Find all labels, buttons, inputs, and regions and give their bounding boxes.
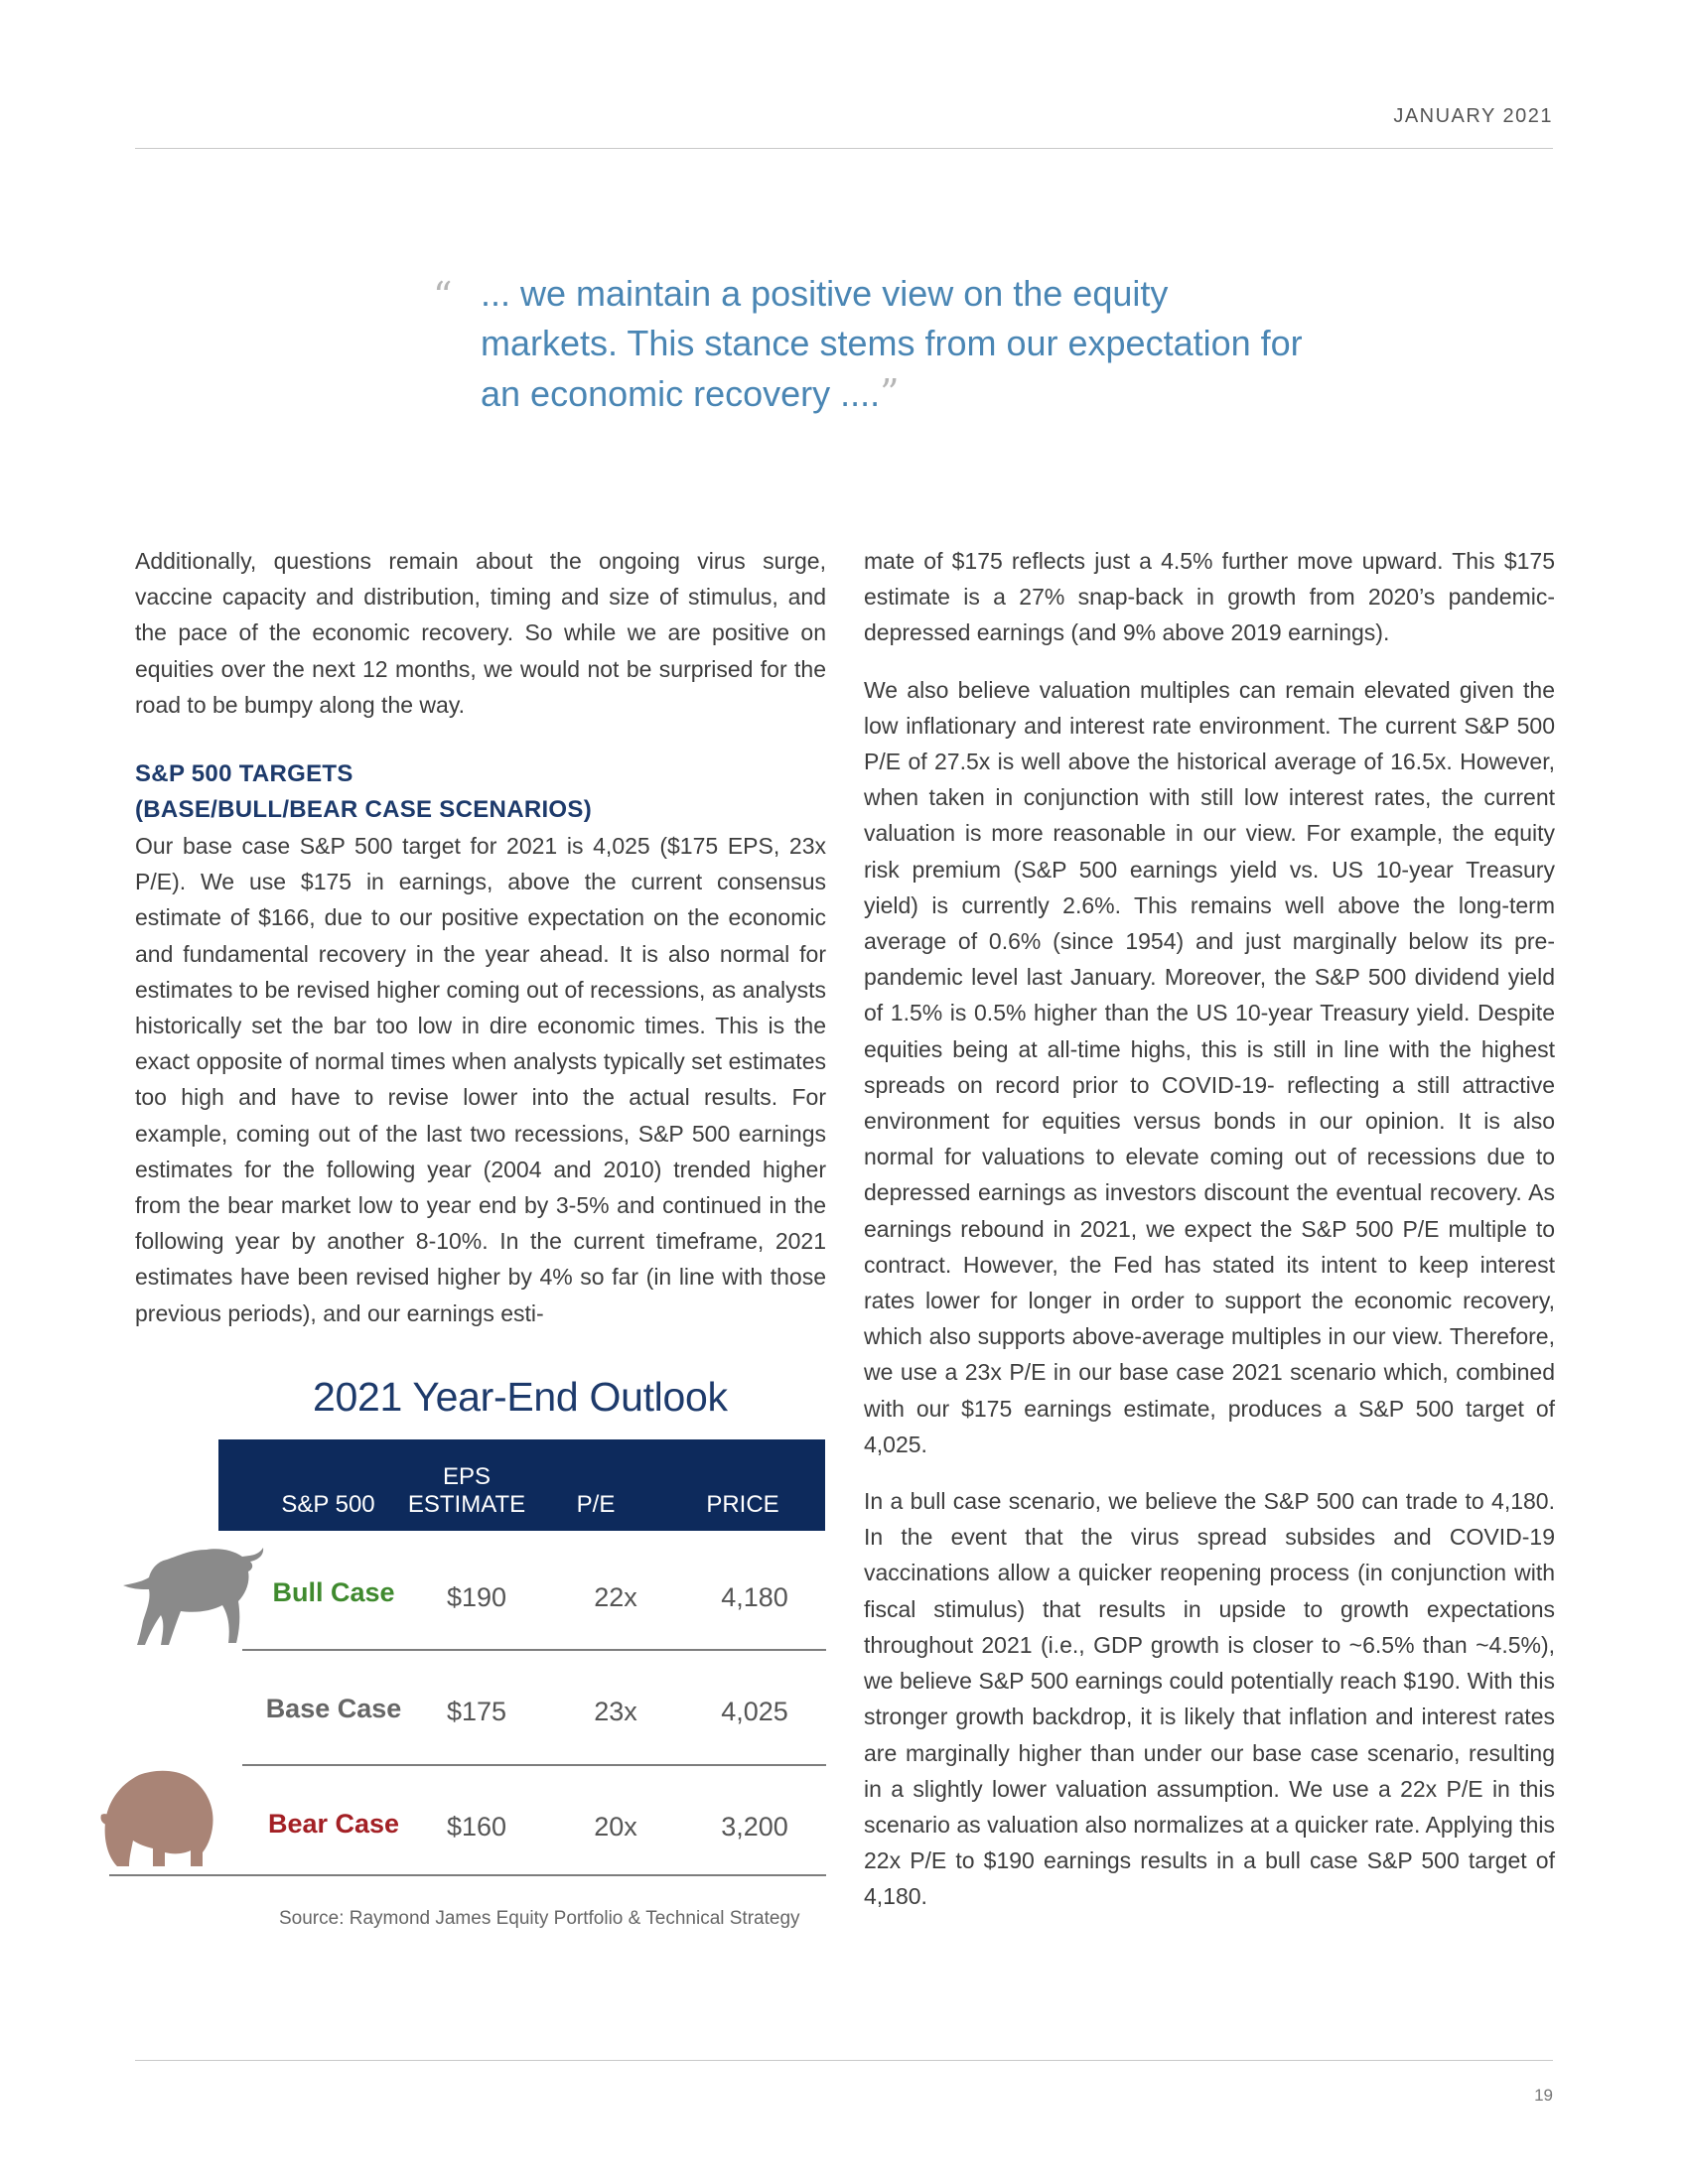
base-pe: 23x: [594, 1697, 637, 1726]
header-sp500: S&P 500: [281, 1491, 375, 1518]
bull-case-paragraph: In a bull case scenario, we believe the S&P 500 can trade to 4,180. In the event that the virus spread subsides and COVID-19 vaccinations allow a quicker reopening process (in conjunction with fiscal stimulus) that results in upside to growth expectations throughout 2021 (i.e., GDP growth is closer to ~6.5% than ~4.5%), we believe S&P 500 earnings could potentially reach $190. With this stronger growth backdrop, it is likely that inflation and interest rates are marginally higher than under our base case scenario, resulting in a slightly lower valuation assumption. We use a 22x P/E in this scenario as valuation also normalizes at a quicker rate. Applying this 22x P/E to $190 earnings results in a bull case S&P 500 target of 4,180.: [864, 1488, 1555, 1910]
header-eps: EPS ESTIMATE: [407, 1463, 526, 1518]
section-heading-line1: S&P 500 TARGETS: [135, 760, 353, 788]
row-divider: [242, 1649, 826, 1651]
table-source: Source: Raymond James Equity Portfolio & Technical Strategy: [279, 1908, 800, 1929]
close-quote-mark: ”: [880, 371, 900, 415]
section-heading: [135, 756, 826, 828]
continuation-paragraph: mate of $175 reflects just a 4.5% further move upward. This $175 estimate is a 27% snap-back in growth from 2020’s pandemic-depressed earnings (and 9% above 2019 earnings).: [864, 548, 1555, 646]
right-column: [864, 543, 1555, 1915]
bull-icon: [121, 1544, 266, 1647]
header-pe: P/E: [576, 1491, 616, 1518]
intro-paragraph: Additionally, questions remain about the ongoing virus surge, vaccine capacity and distribution, timing and size of stimulus, and the pace of the economic recovery. So while we are positive on equities over the next 12 months, we would not be surprised for the road to be bumpy along the way.: [135, 548, 826, 718]
row-divider: [242, 1764, 826, 1766]
base-case-label: Base Case: [265, 1694, 402, 1723]
bull-case-label: Bull Case: [272, 1577, 395, 1607]
header-divider: [135, 148, 1553, 149]
footer-divider: [135, 2060, 1553, 2061]
bear-pe: 20x: [594, 1812, 637, 1842]
bull-pe: 22x: [594, 1582, 637, 1612]
bull-eps: $190: [446, 1582, 507, 1612]
base-price: 4,025: [721, 1697, 788, 1726]
bear-case-label: Bear Case: [267, 1809, 400, 1839]
base-eps: $175: [446, 1697, 507, 1726]
bear-eps: $160: [446, 1812, 507, 1842]
report-date: JANUARY 2021: [1393, 105, 1553, 127]
left-column: [135, 543, 826, 1331]
header-price: PRICE: [706, 1491, 779, 1518]
row-divider: [109, 1874, 826, 1876]
outlook-table-header: [218, 1439, 825, 1531]
page-number: 19: [1534, 2086, 1553, 2105]
section-heading-line2: (BASE/BULL/BEAR CASE SCENARIOS): [135, 796, 592, 824]
bear-icon: [99, 1767, 216, 1868]
valuation-paragraph: We also believe valuation multiples can remain elevated given the low inflationary and interest rate environment. The current S&P 500 P/E of 27.5x is well above the historical average of 16.5x. However, when taken in conjunction with still low interest rates, the current valuation is more reasonable in our view. For example, the equity risk premium (S&P 500 earnings yield vs. US 10-year Treasury yield) is currently 2.6%. This remains well above the long-term average of 0.6% (since 1954) and just marginally below its pre-pandemic level last January. Moreover, the S&P 500 dividend yield of 1.5% is 0.5% higher than the US 10-year Treasury yield. Despite equities being at all-time highs, this is still in line with the highest spreads on record prior to COVID-19- reflecting a still attractive environment for equities versus bonds in our opinion. It is also normal for valuations to elevate coming out of recessions due to depressed earnings as investors discount the eventual recovery. As earnings rebound in 2021, we expect the S&P 500 P/E multiple to contract. However, the Fed has stated its intent to keep interest rates lower for longer in order to support the economic recovery, which also supports above-average multiples in our view. Therefore, we use a 23x P/E in our base case 2021 scenario which, combined with our $175 earnings estimate, produces a S&P 500 target of 4,025.: [864, 676, 1555, 1457]
base-case-paragraph: Our base case S&P 500 target for 2021 is 4,025 ($175 EPS, 23x P/E). We use $175 in earnings, above the current consensus estimate of $166, due to our positive expectation on the economic and fundamental recovery in the year ahead. It is also normal for estimates to be revised higher coming out of recessions, as analysts historically set the bar too low in dire economic times. This is the exact opposite of normal times when analysts typically set estimates too high and have to revise lower into the actual results. For example, coming out of the last two recessions, S&P 500 earnings estimates for the following year (2004 and 2010) trended higher from the bear market low to year end by 3-5% and continued in the following year by another 8-10%. In the current timeframe, 2021 estimates have been revised higher by 4% so far (in line with those previous periods), and our earnings esti-: [135, 833, 826, 1326]
outlook-title: 2021 Year-End Outlook: [313, 1374, 728, 1420]
pull-quote: [433, 269, 1307, 419]
bull-price: 4,180: [721, 1582, 788, 1612]
bear-price: 3,200: [721, 1812, 788, 1842]
pull-quote-text: ... we maintain a positive view on the equity markets. This stance stems from our expectation for an economic recovery ....: [481, 273, 1303, 414]
open-quote-mark: “: [433, 274, 453, 318]
